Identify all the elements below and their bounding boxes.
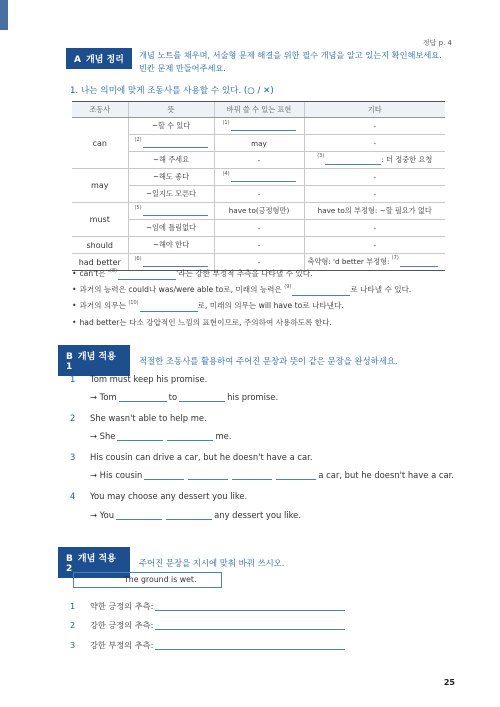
concept-notes [72, 267, 452, 332]
blank-1[interactable] [231, 123, 296, 131]
exercise-item: 4 You may choose any dessert you like. [70, 491, 248, 501]
page-number: 25 [443, 678, 455, 687]
answer-line-1[interactable] [155, 610, 345, 611]
etc-cell: - [304, 186, 445, 203]
meaning-cell: ~일지도 모른다 [128, 186, 214, 203]
exercise-item: 2 She wasn't able to help me. [70, 413, 207, 423]
alt-cell: - [214, 186, 304, 203]
question-1-title: 1. 나는 의미에 맞게 조동사를 사용할 수 있다. (○ / ✕) [70, 86, 274, 96]
blank-8[interactable] [118, 271, 176, 280]
note-item: • had better는 다소 강압적인 느낌의 표현이므로, 주의하여 사용하도록 한다. [72, 316, 452, 332]
answer-line-3[interactable] [155, 649, 345, 650]
etc-cell: 축약형: 'd better 부정형: $^{(7)}$ [304, 254, 445, 271]
etc-cell: - [304, 135, 445, 152]
section-a-description: 개념 노트를 채우며, 서술형 문제 해결을 위한 필수 개념을 알고 있는지 확인해보세요. 빈칸 문제 만들어주세요. [139, 50, 442, 73]
answer-blank[interactable] [116, 510, 162, 520]
answer-line: → She me. [90, 431, 232, 441]
answer-blank[interactable] [166, 510, 212, 520]
answer-blank[interactable] [276, 470, 316, 480]
section-b1-description: 적절한 조동사를 활용하여 주어진 문장과 뜻이 같은 문장을 완성하세요. [139, 355, 398, 366]
answer-line: → His cousin a car, but he doesn't have a car. [90, 470, 454, 480]
answer-line-2[interactable] [155, 629, 345, 630]
alt-cell: (4) [214, 169, 304, 186]
modal-verb-table [72, 101, 445, 271]
exercise-item: 3 His cousin can drive a car, but he doesn't have a car. [70, 452, 313, 462]
col-header: 뜻 [128, 102, 214, 118]
table-row [72, 152, 445, 169]
alt-cell: - [214, 220, 304, 237]
etc-cell: - [304, 118, 445, 135]
section-b2-tag: B 개념 적용 2 [58, 547, 130, 578]
answer-line: → You any dessert you like. [90, 510, 301, 520]
table-header-row [72, 102, 445, 118]
modal-cell: can [72, 118, 128, 169]
blank-2[interactable] [143, 140, 208, 148]
answer-blank[interactable] [167, 431, 213, 441]
meaning-cell: ~해 주세요 [128, 152, 214, 169]
alt-cell: (1) [214, 118, 304, 135]
table-row [72, 237, 445, 254]
note-item: • can't은 '$^{(8)}$ '라는 강한 부정적 추측을 나타낼 수 있다. [72, 267, 452, 283]
table-row [72, 135, 445, 152]
alt-cell: have to(긍정형만) [214, 203, 304, 220]
meaning-cell: (2) [128, 135, 214, 152]
blank-6[interactable] [143, 259, 208, 267]
alt-cell: - [214, 152, 304, 169]
page-corner-mark [0, 0, 8, 30]
exercise-item: 1 Tom must keep his promise. [70, 374, 208, 384]
col-header: 조동사 [72, 102, 128, 118]
modal-cell: may [72, 169, 128, 203]
col-header: 기타 [304, 102, 445, 118]
meaning-cell: ~해도 좋다 [128, 169, 214, 186]
answer-blank[interactable] [144, 470, 184, 480]
modal-cell: must [72, 203, 128, 237]
answer-blank[interactable] [117, 431, 163, 441]
etc-cell: have to의 부정형: ~할 필요가 없다 [304, 203, 445, 220]
meaning-cell: (6) [128, 254, 214, 271]
etc-cell: - [304, 237, 445, 254]
col-header: 바꿔 쓸 수 있는 표현 [214, 102, 304, 118]
note-item: • 과거의 능력은 could나 was/were able to로, 미래의 능력은 $^{(9)}$ 로 나타낼 수 있다. [72, 283, 452, 299]
table-row [72, 169, 445, 186]
section-a-tag: A 개념 정리 [66, 48, 132, 69]
meaning-cell: (5) [128, 203, 214, 220]
table-row [72, 203, 445, 220]
rewrite-item: 2 강한 긍정의 추측: [70, 620, 154, 630]
blank-9[interactable] [292, 287, 350, 296]
table-row [72, 118, 445, 135]
modal-cell: had better [72, 254, 128, 271]
given-sentence-box: The ground is wet. [73, 572, 222, 588]
rewrite-item: 3 강한 부정의 추측: [70, 640, 154, 650]
answer-blank[interactable] [232, 470, 272, 480]
rewrite-item: 1 약한 긍정의 추측: [70, 601, 154, 611]
modal-cell: should [72, 237, 128, 254]
table-row [72, 186, 445, 203]
etc-cell: - [304, 169, 445, 186]
etc-cell: - [304, 220, 445, 237]
section-b2-description: 주어진 문장을 지시에 맞춰 바꿔 쓰시오. [139, 557, 285, 568]
alt-cell: - [214, 237, 304, 254]
alt-cell: may [214, 135, 304, 152]
note-item: • 과거의 의무는 $^{(10)}$ 로, 미래의 의무는 will have to로 나타낸다. [72, 299, 452, 315]
section-b1-tag: B 개념 적용 1 [58, 345, 130, 376]
blank-3[interactable] [325, 157, 381, 165]
answer-blank[interactable] [179, 392, 225, 402]
blank-5[interactable] [143, 208, 208, 216]
etc-cell: $^{(3)}$ : 더 정중한 요청 [304, 152, 445, 169]
answer-blank[interactable] [119, 392, 167, 402]
alt-cell: - [214, 254, 304, 271]
answer-line: → Tom to his promise. [90, 392, 279, 402]
answer-blank[interactable] [188, 470, 228, 480]
blank-4[interactable] [231, 174, 296, 182]
section-b1-header [58, 345, 398, 376]
answer-reference: 정답 p. 4 [422, 39, 452, 47]
blank-10[interactable] [140, 303, 198, 312]
meaning-cell: ~할 수 있다 [128, 118, 214, 135]
meaning-cell: ~해야 한다 [128, 237, 214, 254]
table-row [72, 220, 445, 237]
blank-7[interactable] [400, 259, 438, 267]
section-a-header [66, 48, 446, 75]
meaning-cell: ~임에 틀림없다 [128, 220, 214, 237]
